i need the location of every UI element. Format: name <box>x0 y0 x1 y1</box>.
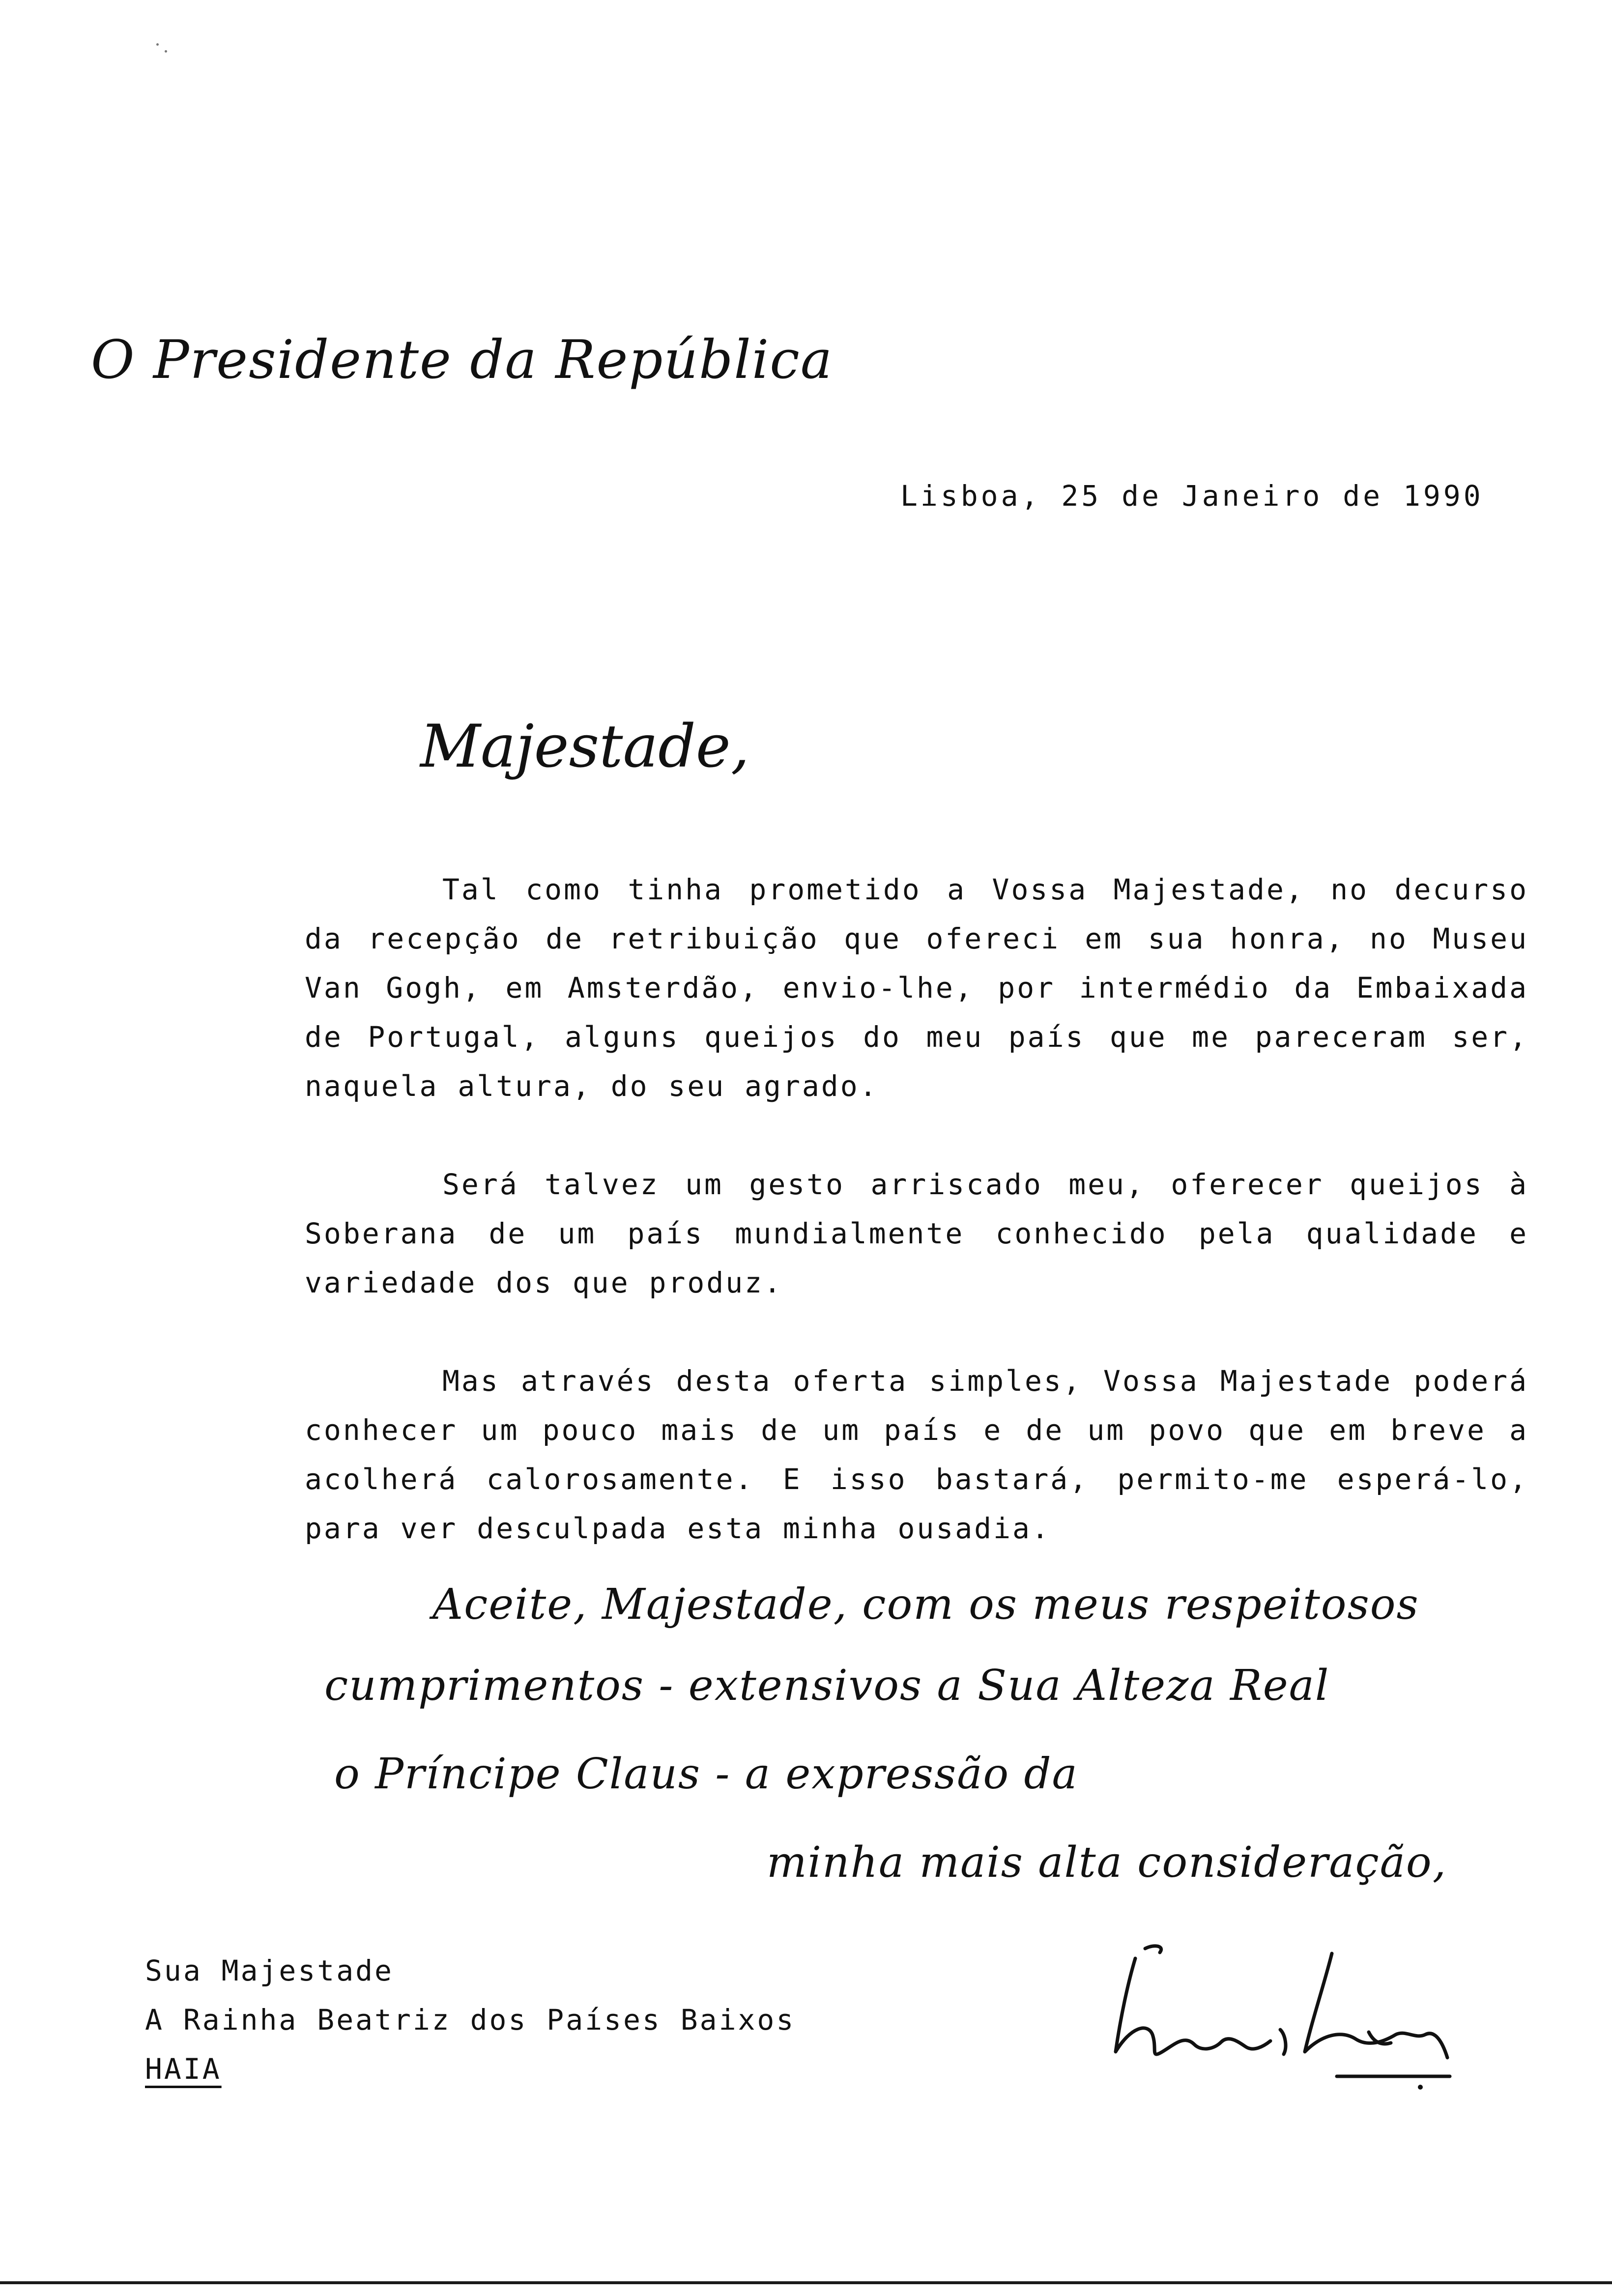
bottom-border-line <box>0 2281 1612 2284</box>
body-paragraph-text: Será talvez um gesto arriscado meu, oferecer queijos à Soberana de um país mundialmente conhecido pela qualidade e variedade dos que produz. <box>305 1168 1528 1299</box>
addressee-line-1: Sua Majestade <box>145 1954 394 1987</box>
scan-speck <box>165 50 167 53</box>
handwritten-closing-line: minha mais alta consideração, <box>767 1838 1447 1887</box>
body-paragraph-text: Mas através desta oferta simples, Vossa Majestade poderá conhecer um pouco mais de um país e de um povo que em breve a acolherá calorosamente. E isso bastará, permito-me esperá-lo, para ver desculpada esta minha ousadia. <box>305 1364 1528 1545</box>
handwritten-closing-line: o Príncipe Claus - a expressão da <box>334 1750 1078 1799</box>
handwritten-closing-line: cumprimentos - extensivos a Sua Alteza Real <box>324 1661 1330 1710</box>
body-paragraph-1 <box>305 865 1528 1111</box>
handwritten-signature <box>1101 1929 1455 2091</box>
body-paragraph-3 <box>305 1356 1528 1553</box>
body-paragraph-2 <box>305 1160 1528 1307</box>
handwritten-salutation: Majestade, <box>420 713 749 781</box>
addressee-line-2: A Rainha Beatriz dos Países Baixos <box>145 2003 796 2037</box>
date-line: Lisboa, 25 de Janeiro de 1990 <box>900 479 1484 513</box>
addressee-city: HAIA <box>145 2052 222 2086</box>
body-paragraph-text: Tal como tinha prometido a Vossa Majestade, no decurso da recepção de retribuição que ofereci em sua honra, no Museu Van Gogh, em Amsterdão, envio-lhe, por intermédio da Embaixada de Portugal, alguns queijos do meu país que me pareceram ser, naquela altura, do seu agrado. <box>305 873 1528 1103</box>
letterhead: O Presidente da República <box>91 329 834 391</box>
scan-speck <box>156 43 159 46</box>
handwritten-closing-line: Aceite, Majestade, com os meus respeitosos <box>432 1580 1419 1629</box>
addressee-block <box>145 1946 795 2094</box>
